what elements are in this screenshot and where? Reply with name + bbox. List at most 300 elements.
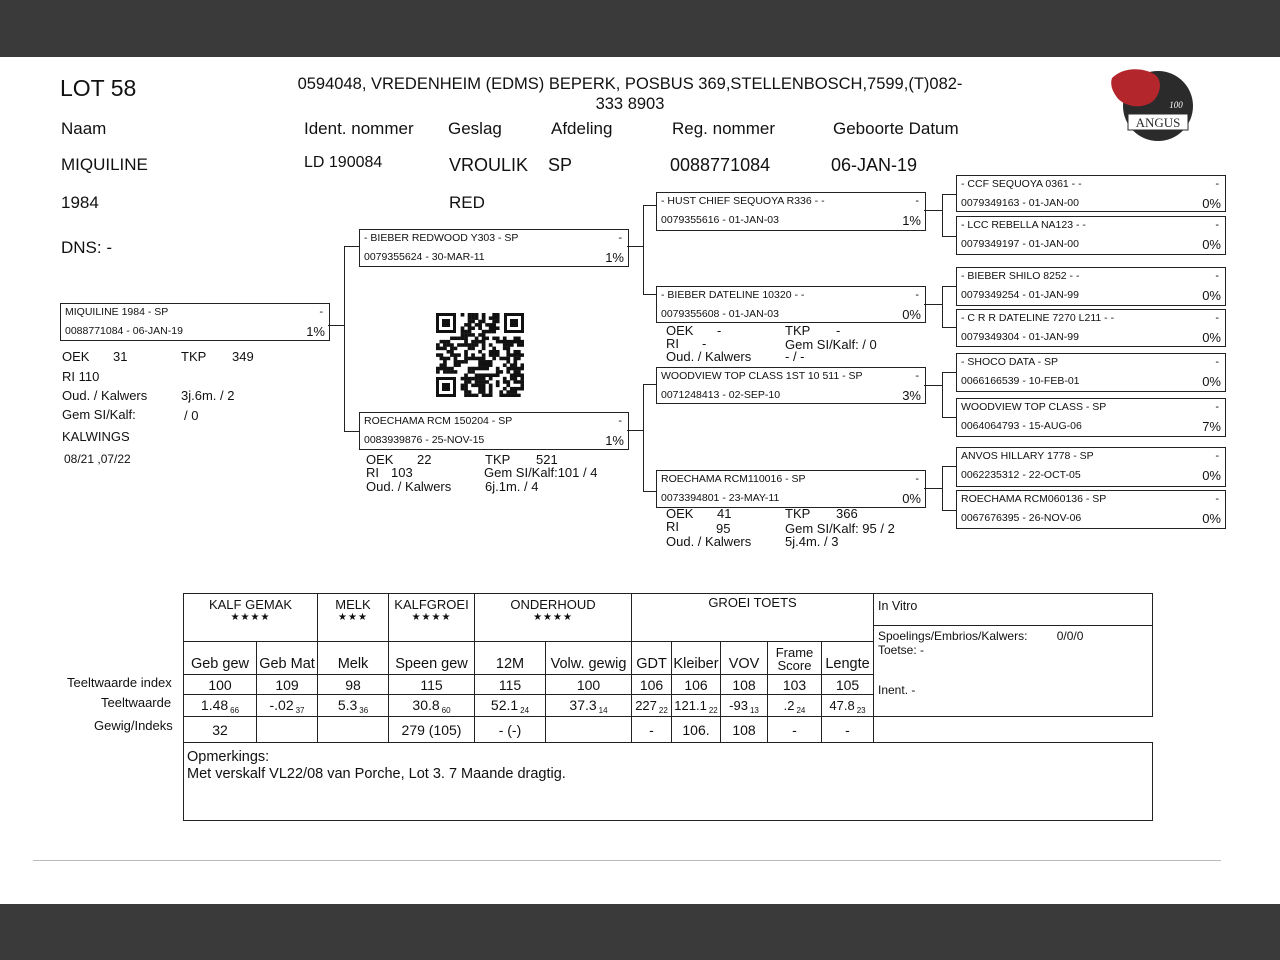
qr-module (496, 373, 500, 377)
in-vitro-label: In Vitro (878, 599, 918, 613)
group-kalf-gemak-stars: ★★★★ (230, 612, 271, 623)
qr-module (475, 323, 479, 327)
dam-oek-label: OEK (366, 452, 394, 467)
qr-module (475, 384, 479, 388)
qr-module (471, 333, 475, 337)
qr-module (489, 360, 493, 364)
group-onderhoud (475, 594, 632, 642)
ggp-reg: 0062235312 - 22-OCT-05 (961, 469, 1081, 481)
ggp-dash: - (1215, 493, 1219, 505)
qr-module (520, 363, 524, 367)
dam-gem: Gem SI/Kalf:101 / 4 (484, 465, 598, 480)
qr-module (475, 394, 479, 397)
connector (942, 327, 956, 328)
qr-module (461, 384, 465, 388)
qr-module (485, 367, 489, 371)
remarks-cell (184, 743, 1153, 821)
qr-module (464, 337, 468, 341)
qr-module (513, 387, 517, 391)
row-label-index: Teeltwaarde index (67, 675, 172, 690)
qr-module (513, 360, 517, 364)
qr-module (503, 363, 507, 367)
qr-module (468, 326, 472, 330)
qr-module (464, 387, 468, 391)
great-grandparent-card (956, 353, 1226, 392)
group-kalfgroei (389, 594, 475, 642)
ggp-dash: - (1215, 219, 1219, 231)
qr-module (520, 384, 524, 388)
qr-module (468, 313, 472, 317)
gewig-cell: - (-) (475, 717, 546, 743)
column-header: Geb gew (184, 642, 257, 675)
lot-number: LOT 58 (60, 75, 137, 101)
qr-module (471, 394, 475, 397)
column-header: Frame Score (768, 642, 822, 675)
qr-module (443, 367, 447, 371)
qr-module (482, 343, 486, 347)
group-kalf-gemak (184, 594, 318, 642)
qr-module (489, 377, 493, 381)
gp2-oud-label: Oud. / Kalwers (666, 349, 752, 364)
gp4-gem: Gem SI/Kalf: 95 / 2 (785, 521, 895, 536)
qr-module (517, 370, 521, 374)
dam-ri-value: 103 (391, 465, 413, 480)
qr-module (513, 370, 517, 374)
animal-sex: VROULIK (449, 155, 529, 175)
qr-module (513, 377, 517, 381)
qr-module (492, 320, 496, 324)
qr-module (464, 390, 468, 394)
qr-module (492, 337, 496, 341)
qr-module (478, 357, 482, 361)
qr-module (454, 337, 458, 341)
connector (942, 194, 943, 237)
qr-module (510, 387, 514, 391)
qr-module (482, 384, 486, 388)
qr-module (471, 367, 475, 371)
group-groei-toets-label: GROEI TOETS (708, 595, 797, 610)
qr-module (489, 323, 493, 327)
qr-module (506, 394, 510, 397)
teeltwaarde-value: 47.8 (829, 697, 855, 713)
qr-module (517, 387, 521, 391)
teeltwaarde-accuracy: 24 (796, 705, 806, 715)
great-grandparent-card (956, 398, 1226, 437)
inent: Inent. - (878, 683, 916, 697)
qr-module (485, 330, 489, 334)
qr-module (464, 380, 468, 384)
column-header: Melk (318, 642, 389, 675)
qr-module (436, 367, 440, 371)
angus-logo (1110, 66, 1196, 144)
teeltwaarde-accuracy: 37 (295, 705, 305, 715)
qr-module (496, 367, 500, 371)
qr-module (506, 390, 510, 394)
qr-module (440, 340, 444, 344)
row-label-gewig: Gewig/Indeks (94, 718, 173, 733)
qr-module (454, 347, 458, 351)
ggp-pct: 0% (1202, 374, 1221, 389)
teeltwaarde-value: -.02 (269, 696, 294, 713)
qr-module (513, 340, 517, 344)
ggp-pct: 0% (1202, 511, 1221, 526)
teeltwaarde-value: 5.3 (337, 696, 358, 713)
qr-module (503, 340, 507, 344)
qr-module (520, 367, 524, 371)
qr-module (517, 367, 521, 371)
qr-module (475, 357, 479, 361)
qr-module (503, 377, 507, 381)
column-header: Geb Mat (257, 642, 318, 675)
animal-tkp-label: TKP (181, 349, 207, 364)
qr-module (503, 387, 507, 391)
gp4-oek-value: 41 (717, 506, 732, 521)
evaluation-table (183, 593, 1153, 821)
ggp-reg: 0067676395 - 26-NOV-06 (961, 512, 1082, 524)
logo-badge: 100 (1169, 100, 1183, 110)
connector (643, 384, 656, 385)
qr-module (440, 353, 444, 357)
gp4-ri-label: RI (666, 519, 679, 534)
qr-module (461, 360, 465, 364)
animal-dns: DNS: - (61, 238, 112, 257)
gp-name: - BIEBER DATELINE 10320 - - (661, 289, 805, 301)
qr-module (482, 347, 486, 351)
ggp-dash: - (1215, 312, 1219, 324)
ggp-reg: 0064064793 - 15-AUG-06 (961, 420, 1082, 432)
qr-module (468, 370, 472, 374)
sire-pct: 1% (605, 250, 624, 265)
qr-module (468, 330, 472, 334)
teeltwaarde-accuracy: 14 (598, 705, 608, 715)
qr-module (506, 350, 510, 354)
gp-dash: - (915, 370, 919, 382)
gewig-cell: 32 (184, 717, 257, 743)
teeltwaarde-cell (257, 695, 318, 717)
gp2-oek-label: OEK (666, 323, 694, 338)
gewig-cell: - (822, 717, 874, 743)
qr-module (461, 313, 465, 317)
qr-module (482, 340, 486, 344)
qr-module (450, 353, 454, 357)
teeltwaarde-accuracy: 36 (359, 705, 369, 715)
ggp-dash: - (1215, 178, 1219, 190)
qr-module (492, 373, 496, 377)
index-cell: 108 (721, 675, 768, 695)
gp-dash: - (915, 195, 919, 207)
teeltwaarde-cell (389, 695, 475, 717)
qr-module (496, 316, 500, 320)
connector (924, 488, 942, 489)
connector (942, 372, 943, 418)
qr-module (454, 370, 458, 374)
column-header: Kleiber (672, 642, 721, 675)
col-ident: Ident. nommer (304, 119, 414, 138)
group-onderhoud-label: ONDERHOUD (510, 597, 596, 612)
spoelings-label: Spoelings/Embrios/Kalwers: (878, 629, 1028, 643)
grandparent-card (656, 286, 926, 323)
ggp-reg: 0079349254 - 01-JAN-99 (961, 289, 1079, 301)
qr-module (468, 347, 472, 351)
qr-module (506, 360, 510, 364)
qr-module (471, 353, 475, 357)
qr-module (510, 377, 514, 381)
qr-module (478, 340, 482, 344)
index-cell: 115 (389, 675, 475, 695)
qr-module (478, 326, 482, 330)
qr-module (468, 377, 472, 381)
index-cell: 100 (546, 675, 632, 695)
index-cell: 115 (475, 675, 546, 695)
qr-module (443, 347, 447, 351)
qr-module (468, 323, 472, 327)
teeltwaarde-value: -93 (729, 697, 748, 713)
qr-module (499, 394, 503, 397)
qr-code (436, 313, 524, 397)
qr-module (510, 363, 514, 367)
qr-module (517, 353, 521, 357)
qr-module (520, 387, 524, 391)
qr-module (457, 363, 461, 367)
qr-module (478, 380, 482, 384)
qr-module (478, 377, 482, 381)
qr-module (443, 360, 447, 364)
connector (643, 491, 656, 492)
teeltwaarde-value: .2 (783, 697, 795, 713)
qr-module (478, 384, 482, 388)
qr-module (499, 370, 503, 374)
teeltwaarde-value: 30.8 (412, 696, 440, 713)
gp4-oud-label: Oud. / Kalwers (666, 534, 752, 549)
connector (942, 466, 956, 467)
animal-oud-label: Oud. / Kalwers (62, 388, 148, 403)
connector (942, 236, 956, 237)
qr-module (496, 350, 500, 354)
connector (942, 372, 956, 373)
qr-module (475, 316, 479, 320)
gewig-cell: - (768, 717, 822, 743)
qr-module (468, 320, 472, 324)
qr-module (478, 373, 482, 377)
qr-module (468, 367, 472, 371)
gp-reg: 0079355616 - 01-JAN-03 (661, 214, 779, 226)
animal-card-dash: - (319, 306, 323, 318)
gewig-cell (318, 717, 389, 743)
gewig-cell: 279 (105) (389, 717, 475, 743)
qr-module (464, 360, 468, 364)
ggp-name: - BIEBER SHILO 8252 - - (961, 270, 1080, 282)
qr-module (513, 380, 517, 384)
qr-module (475, 343, 479, 347)
dam-oud-label: Oud. / Kalwers (366, 479, 452, 494)
ggp-reg: 0079349304 - 01-JAN-99 (961, 331, 1079, 343)
qr-module (482, 337, 486, 341)
qr-module (496, 313, 500, 317)
teeltwaarde-value: 121.1 (674, 697, 707, 713)
qr-module (464, 330, 468, 334)
qr-module (478, 360, 482, 364)
qr-module (461, 377, 465, 381)
animal-ri: RI 110 (62, 369, 100, 384)
ggp-name: - CCF SEQUOYA 0361 - - (961, 178, 1082, 190)
qr-module (506, 353, 510, 357)
logo-bull-icon (1111, 69, 1160, 106)
qr-module (482, 320, 486, 324)
gp-dash: - (915, 473, 919, 485)
ggp-reg: 0079349163 - 01-JAN-00 (961, 197, 1079, 209)
gp4-oek-label: OEK (666, 506, 694, 521)
group-onderhoud-stars: ★★★★ (533, 612, 573, 623)
gp-pct: 3% (902, 388, 921, 403)
animal-color: RED (449, 193, 485, 212)
qr-module (464, 384, 468, 388)
index-cell: 106 (632, 675, 672, 695)
qr-module (506, 367, 510, 371)
teeltwaarde-value: 1.48 (200, 696, 229, 713)
gp-name: ROECHAMA RCM110016 - SP (661, 473, 806, 485)
teeltwaarde-value: 37.3 (569, 696, 597, 713)
ggp-name: WOODVIEW TOP CLASS - SP (961, 401, 1107, 413)
qr-module (513, 350, 517, 354)
qr-module (464, 333, 468, 337)
qr-module (443, 343, 447, 347)
gp-pct: 0% (902, 491, 921, 506)
group-kalfgroei-stars: ★★★★ (411, 612, 452, 623)
gp-name: WOODVIEW TOP CLASS 1ST 10 511 - SP (661, 370, 863, 382)
animal-gem-value: / 0 (184, 408, 199, 423)
qr-module (468, 357, 472, 361)
great-grandparent-card (956, 309, 1226, 347)
qr-module (492, 326, 496, 330)
connector (924, 210, 942, 211)
great-grandparent-card (956, 267, 1226, 306)
col-geslag: Geslag (448, 119, 502, 138)
connector (344, 246, 359, 247)
ggp-name: - C R R DATELINE 7270 L211 - - (961, 312, 1115, 324)
gp-dash: - (915, 289, 919, 301)
qr-module (478, 390, 482, 394)
qr-module (440, 363, 444, 367)
qr-module (450, 347, 454, 351)
teeltwaarde-accuracy: 13 (749, 705, 759, 715)
qr-module (506, 343, 510, 347)
qr-module (464, 377, 468, 381)
connector (627, 246, 643, 247)
qr-module (496, 380, 500, 384)
qr-module (517, 340, 521, 344)
qr-module (496, 353, 500, 357)
qr-module (513, 363, 517, 367)
qr-module (492, 316, 496, 320)
sire-dash: - (618, 232, 622, 244)
grandparent-card (656, 470, 926, 508)
gp-pct: 1% (902, 213, 921, 228)
col-afdeling: Afdeling (551, 119, 613, 138)
qr-module (478, 350, 482, 354)
animal-reg: 0088771084 (670, 155, 771, 175)
qr-module (450, 367, 454, 371)
gp2-ri-label: RI (666, 336, 679, 351)
qr-module (450, 350, 454, 354)
qr-module (513, 373, 517, 377)
qr-module (503, 343, 507, 347)
qr-module (496, 337, 500, 341)
qr-module (510, 340, 514, 344)
qr-module (510, 373, 514, 377)
index-cell: 106 (672, 675, 721, 695)
dam-oek-value: 22 (417, 452, 432, 467)
connector (942, 466, 943, 511)
qr-module (510, 353, 514, 357)
qr-module (471, 377, 475, 381)
group-kalfgroei-label: KALFGROEI (394, 597, 469, 612)
qr-module (436, 343, 440, 347)
row-label-teeltwaarde: Teeltwaarde (101, 695, 172, 710)
ggp-name: ANVOS HILLARY 1778 - SP (961, 450, 1094, 462)
qr-module (482, 363, 486, 367)
animal-name-2: 1984 (61, 193, 99, 212)
qr-module (457, 343, 461, 347)
qr-module (499, 340, 503, 344)
qr-module (513, 353, 517, 357)
qr-module (461, 333, 465, 337)
gewig-cell (257, 717, 318, 743)
group-melk (318, 594, 389, 642)
qr-finder (436, 313, 456, 333)
qr-module (517, 343, 521, 347)
col-naam: Naam (61, 119, 107, 138)
side-divider (874, 625, 1152, 626)
gp-reg: 0079355608 - 01-JAN-03 (661, 308, 779, 320)
qr-module (482, 316, 486, 320)
qr-module (436, 370, 440, 374)
breeder-line-1: 0594048, VREDENHEIM (EDMS) BEPERK, POSBUS 369,STELLENBOSCH,7599,(T)082- (297, 75, 963, 93)
qr-module (489, 326, 493, 330)
qr-module (468, 390, 472, 394)
qr-module (492, 357, 496, 361)
breeder-address (270, 74, 990, 114)
gp4-ri-value: 95 (716, 521, 731, 536)
ggp-pct: 0% (1202, 330, 1221, 345)
column-header: 12M (475, 642, 546, 675)
gp2-oek-value: - (717, 323, 722, 338)
qr-module (471, 316, 475, 320)
connector (328, 325, 344, 326)
qr-module (482, 394, 486, 397)
qr-module (506, 347, 510, 351)
teeltwaarde-cell (546, 695, 632, 717)
qr-module (457, 337, 461, 341)
gewig-cell: 106. (672, 717, 721, 743)
qr-module (461, 337, 465, 341)
top-bar (0, 0, 1280, 57)
gp2-tkp-value: - (836, 323, 841, 338)
connector (627, 430, 643, 431)
teeltwaarde-cell (184, 695, 257, 717)
qr-module (475, 337, 479, 341)
qr-module (489, 384, 493, 388)
animal-oek-value: 31 (113, 349, 128, 364)
qr-module (447, 367, 451, 371)
qr-module (471, 320, 475, 324)
gp2-ri-value: - (702, 336, 707, 351)
qr-module (517, 373, 521, 377)
grandparent-card (656, 367, 926, 404)
qr-module (485, 323, 489, 327)
column-header: Volw. gewig (546, 642, 632, 675)
qr-module (499, 357, 503, 361)
great-grandparent-card (956, 175, 1226, 212)
